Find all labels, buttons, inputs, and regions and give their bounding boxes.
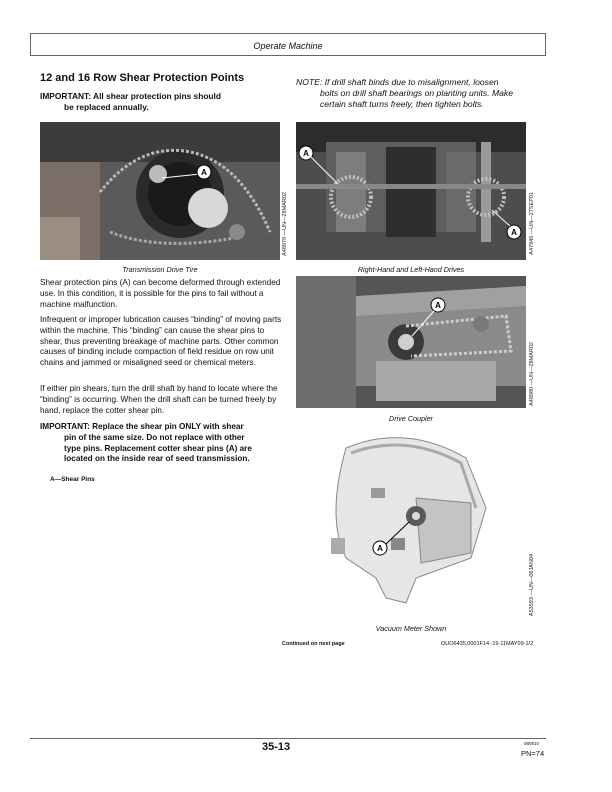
important-note-2-line-1: IMPORTANT: Replace the shear pin ONLY with shear — [40, 422, 244, 431]
important-note-2-line-3: type pins. Replacement cotter shear pins (A) are — [64, 443, 252, 453]
transmission-drive-tire-photo — [40, 122, 280, 260]
figure2-callout-left: A — [303, 149, 309, 158]
figure3-ref: A48980 —UN—28MAR02 — [529, 342, 535, 406]
important-note-2-line-4: located on the inside rear of seed transmission. — [64, 454, 250, 464]
figure1-caption: Transmission Drive Tire — [122, 265, 198, 274]
figure4-ref: A53593 —UN—06JAN04 — [529, 554, 535, 617]
important-note-1-line-2: be replaced annually. — [64, 102, 149, 112]
figure3-caption: Drive Coupler — [389, 414, 433, 423]
note-block — [296, 77, 546, 110]
note-line-1: NOTE: If drill shaft binds due to misalignment, loosen — [296, 77, 499, 87]
page-number: 35-13 — [262, 741, 291, 753]
footer-rule — [30, 738, 546, 739]
figure1-ref: A48979 —UN—28MAR02 — [282, 192, 288, 256]
callout-legend: A—Shear Pins — [50, 476, 95, 483]
important-note-1-line-1: IMPORTANT: All shear protection pins should — [40, 91, 221, 101]
pn-number: PN=74 — [521, 749, 545, 758]
figure3-callout: A — [435, 301, 441, 310]
document-code: OUO6435,0001F14 -19-11MAY09-1/2 — [441, 641, 534, 647]
figure2-ref: A47945 —UN—27SEP01 — [529, 192, 535, 255]
header-frame-top — [30, 33, 546, 34]
continued-label: Continued on next page — [282, 641, 345, 647]
note-line-3: certain shaft turns freely, then tighten bolts. — [320, 99, 484, 109]
paragraph-1: Shear protection pins (A) can become deformed through extended use. In this condition, it is possible for the pins to fail without a machine malfunction. — [40, 278, 281, 309]
figure4-callout: A — [377, 544, 383, 553]
paragraph-2: Infrequent or improper lubrication causes “binding” of moving parts within the machine. This “binding” can cause the shear pins to shear, thus preventing breakage of machine parts. Other common causes of binding include compaction of field residue on row unit chains and jammed or misaligned seed or chemical meters. — [40, 315, 282, 368]
figure2-caption: Right-Hand and Left-Hand Drives — [357, 265, 465, 274]
figure1-callout: A — [201, 168, 207, 177]
header-frame-bottom — [30, 55, 546, 56]
section-header: Operate Machine — [253, 41, 323, 51]
figure4-caption: Vacuum Meter Shown — [375, 624, 447, 633]
important-note-2-line-2: pin of the same size. Do not replace with other — [64, 432, 245, 442]
vacuum-meter-drawing — [296, 428, 526, 618]
important-note-2 — [40, 422, 288, 465]
drive-coupler-photo — [296, 276, 526, 408]
note-line-2: bolts on drill shaft bearings on planting units. Make — [320, 88, 513, 98]
paragraph-3: If either pin shears, turn the drill shaft by hand to locate where the “binding” is occurring. When the drill shaft can be turned freely by hand, replace the cotter shear pin. — [40, 384, 278, 415]
footer-small-code: 080910 — [524, 741, 540, 746]
page-title: 12 and 16 Row Shear Protection Points — [40, 72, 245, 84]
important-note-1 — [40, 91, 280, 113]
right-left-drives-photo — [296, 122, 526, 260]
figure2-callout-right: A — [511, 228, 517, 237]
